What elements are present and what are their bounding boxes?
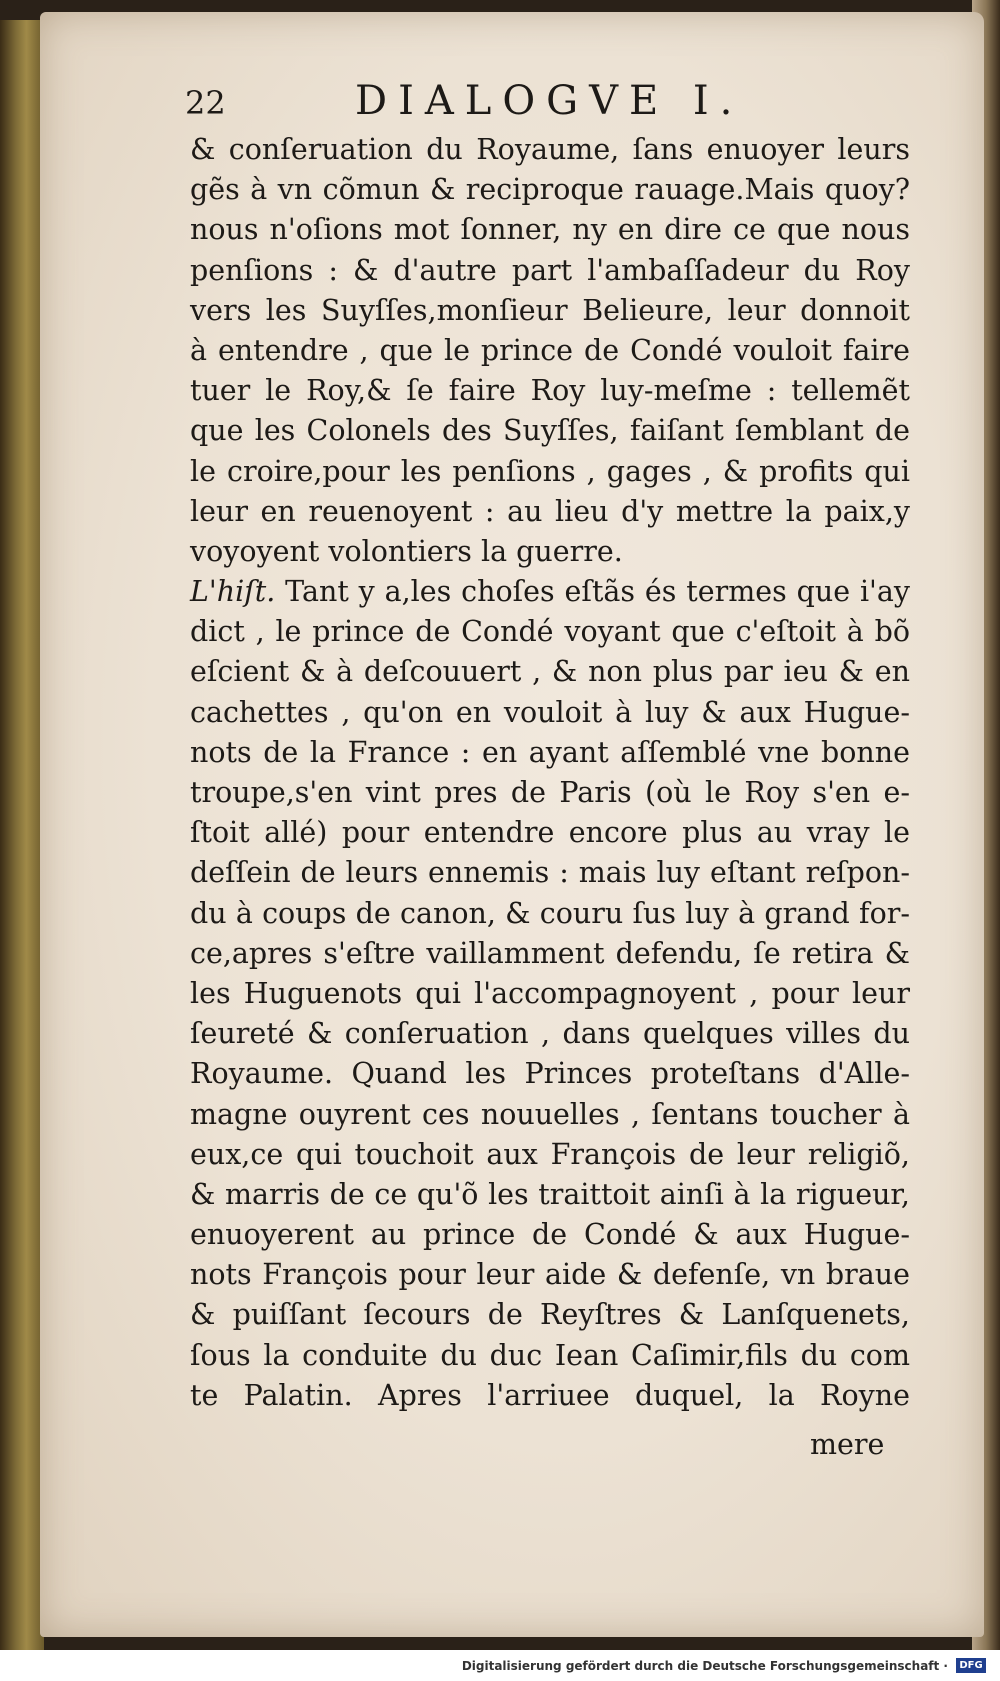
dfg-logo: DFG xyxy=(956,1658,986,1673)
text-line xyxy=(190,1336,910,1376)
text-line xyxy=(190,894,910,934)
line-text: & conſeruation du Royaume, ſans enuoyer leurs xyxy=(190,133,910,166)
text-line xyxy=(190,813,910,853)
line-text: & puiſſant ſecours de Reyſtres & Lanſquenets, xyxy=(190,1298,910,1332)
line-text: troupe,s'en vint pres de Paris (où le Roy s'en e- xyxy=(190,776,910,809)
text-line xyxy=(190,1215,910,1255)
body-text xyxy=(190,130,910,1416)
line-text: ce,apres s'eſtre vaillamment defendu, ſe retira & xyxy=(190,936,910,970)
text-line xyxy=(190,652,910,692)
line-text: tuer le Roy,& ſe faire Roy luy-meſme : tellemẽt xyxy=(190,374,910,408)
text-line xyxy=(190,130,910,170)
line-text: ſous la conduite du duc Iean Caſimir,fils du com xyxy=(190,1338,910,1372)
line-text: les Huguenots qui l'accompagnoyent , pour leur xyxy=(190,976,910,1010)
line-text: vers les Suyſſes,monſieur Belieure, leur donnoit xyxy=(190,293,910,327)
text-line xyxy=(190,773,910,813)
line-text: nous n'oſions mot ſonner, ny en dire ce que nous xyxy=(190,213,910,247)
line-text: te Palatin. Apres l'arriuee duquel, la Royne xyxy=(190,1378,910,1412)
text-line xyxy=(190,733,910,773)
text-line xyxy=(190,210,910,250)
text-line xyxy=(190,612,910,652)
text-line xyxy=(190,1014,910,1054)
line-text: eſcient & à deſcouuert , & non plus par ieu & en xyxy=(190,655,910,689)
running-title: DIALOGVE I. xyxy=(355,78,744,124)
line-text: Royaume. Quand les Princes proteſtans d'Alle- xyxy=(190,1057,910,1091)
line-text: à entendre , que le prince de Condé vouloit faire xyxy=(190,333,910,367)
text-line xyxy=(190,492,910,532)
text-line xyxy=(190,853,910,893)
text-line xyxy=(190,411,910,451)
line-text: ſtoit allé) pour entendre encore plus au vray le xyxy=(190,816,910,850)
text-line xyxy=(190,1054,910,1094)
text-line xyxy=(190,1376,910,1416)
line-text: ſeureté & conſeruation , dans quelques villes du xyxy=(190,1017,910,1051)
text-line xyxy=(190,331,910,371)
text-line xyxy=(190,1295,910,1335)
text-line xyxy=(190,1255,910,1295)
text-line xyxy=(190,1095,910,1135)
funding-credit: Digitalisierung gefördert durch die Deutsche Forschungsgemeinschaft · xyxy=(461,1659,948,1673)
speaker-label: L'hiſt. xyxy=(190,575,276,609)
line-text: & marris de ce qu'õ les traittoit ainſi à la rigueur, xyxy=(190,1177,910,1211)
page-number: 22 xyxy=(185,84,226,122)
line-text: gẽs à vn cõmun & reciproque rauage.Mais quoy? xyxy=(190,173,910,207)
line-text: cachettes , qu'on en vouloit à luy & aux Hugue- xyxy=(190,695,910,729)
line-text: penſions : & d'autre part l'ambaſſadeur du Roy xyxy=(190,253,910,287)
digitization-footer xyxy=(0,1650,1000,1681)
page-header xyxy=(185,78,945,128)
line-text: le croire,pour les penſions , gages , & profits qui xyxy=(190,454,910,488)
line-text: Tant y a,les choſes eſtãs és termes que i'ay xyxy=(275,575,910,609)
text-line xyxy=(190,291,910,331)
text-line xyxy=(190,572,910,612)
text-line xyxy=(190,1175,910,1215)
text-line xyxy=(190,693,910,733)
line-text: voyoyent volontiers la guerre. xyxy=(190,534,623,568)
text-line xyxy=(190,532,910,572)
text-line xyxy=(190,934,910,974)
text-line xyxy=(190,1135,910,1175)
line-text: nots de la France : en ayant aſſemblé vne bonne xyxy=(190,735,910,769)
catchword: mere xyxy=(810,1428,885,1461)
text-line xyxy=(190,452,910,492)
line-text: enuoyerent au prince de Condé & aux Hugue- xyxy=(190,1218,910,1252)
line-text: leur en reuenoyent : au lieu d'y mettre la paix,y xyxy=(190,494,910,528)
book-spine xyxy=(0,20,44,1650)
line-text: dict , le prince de Condé voyant que c'eſtoit à bõ xyxy=(190,615,910,649)
text-line xyxy=(190,974,910,1014)
line-text: nots François pour leur aide & defenſe, vn braue xyxy=(190,1258,910,1292)
text-line xyxy=(190,170,910,210)
line-text: deſſein de leurs ennemis : mais luy eſtant reſpon- xyxy=(190,856,910,890)
text-line xyxy=(190,251,910,291)
line-text: du à coups de canon, & couru ſus luy à grand for- xyxy=(190,896,910,930)
text-line xyxy=(190,371,910,411)
line-text: magne ouyrent ces nouuelles , ſentans toucher à xyxy=(190,1097,910,1131)
line-text: eux,ce qui touchoit aux François de leur religiõ, xyxy=(190,1137,910,1171)
line-text: que les Colonels des Suyſſes, faiſant ſemblant de xyxy=(190,414,910,448)
